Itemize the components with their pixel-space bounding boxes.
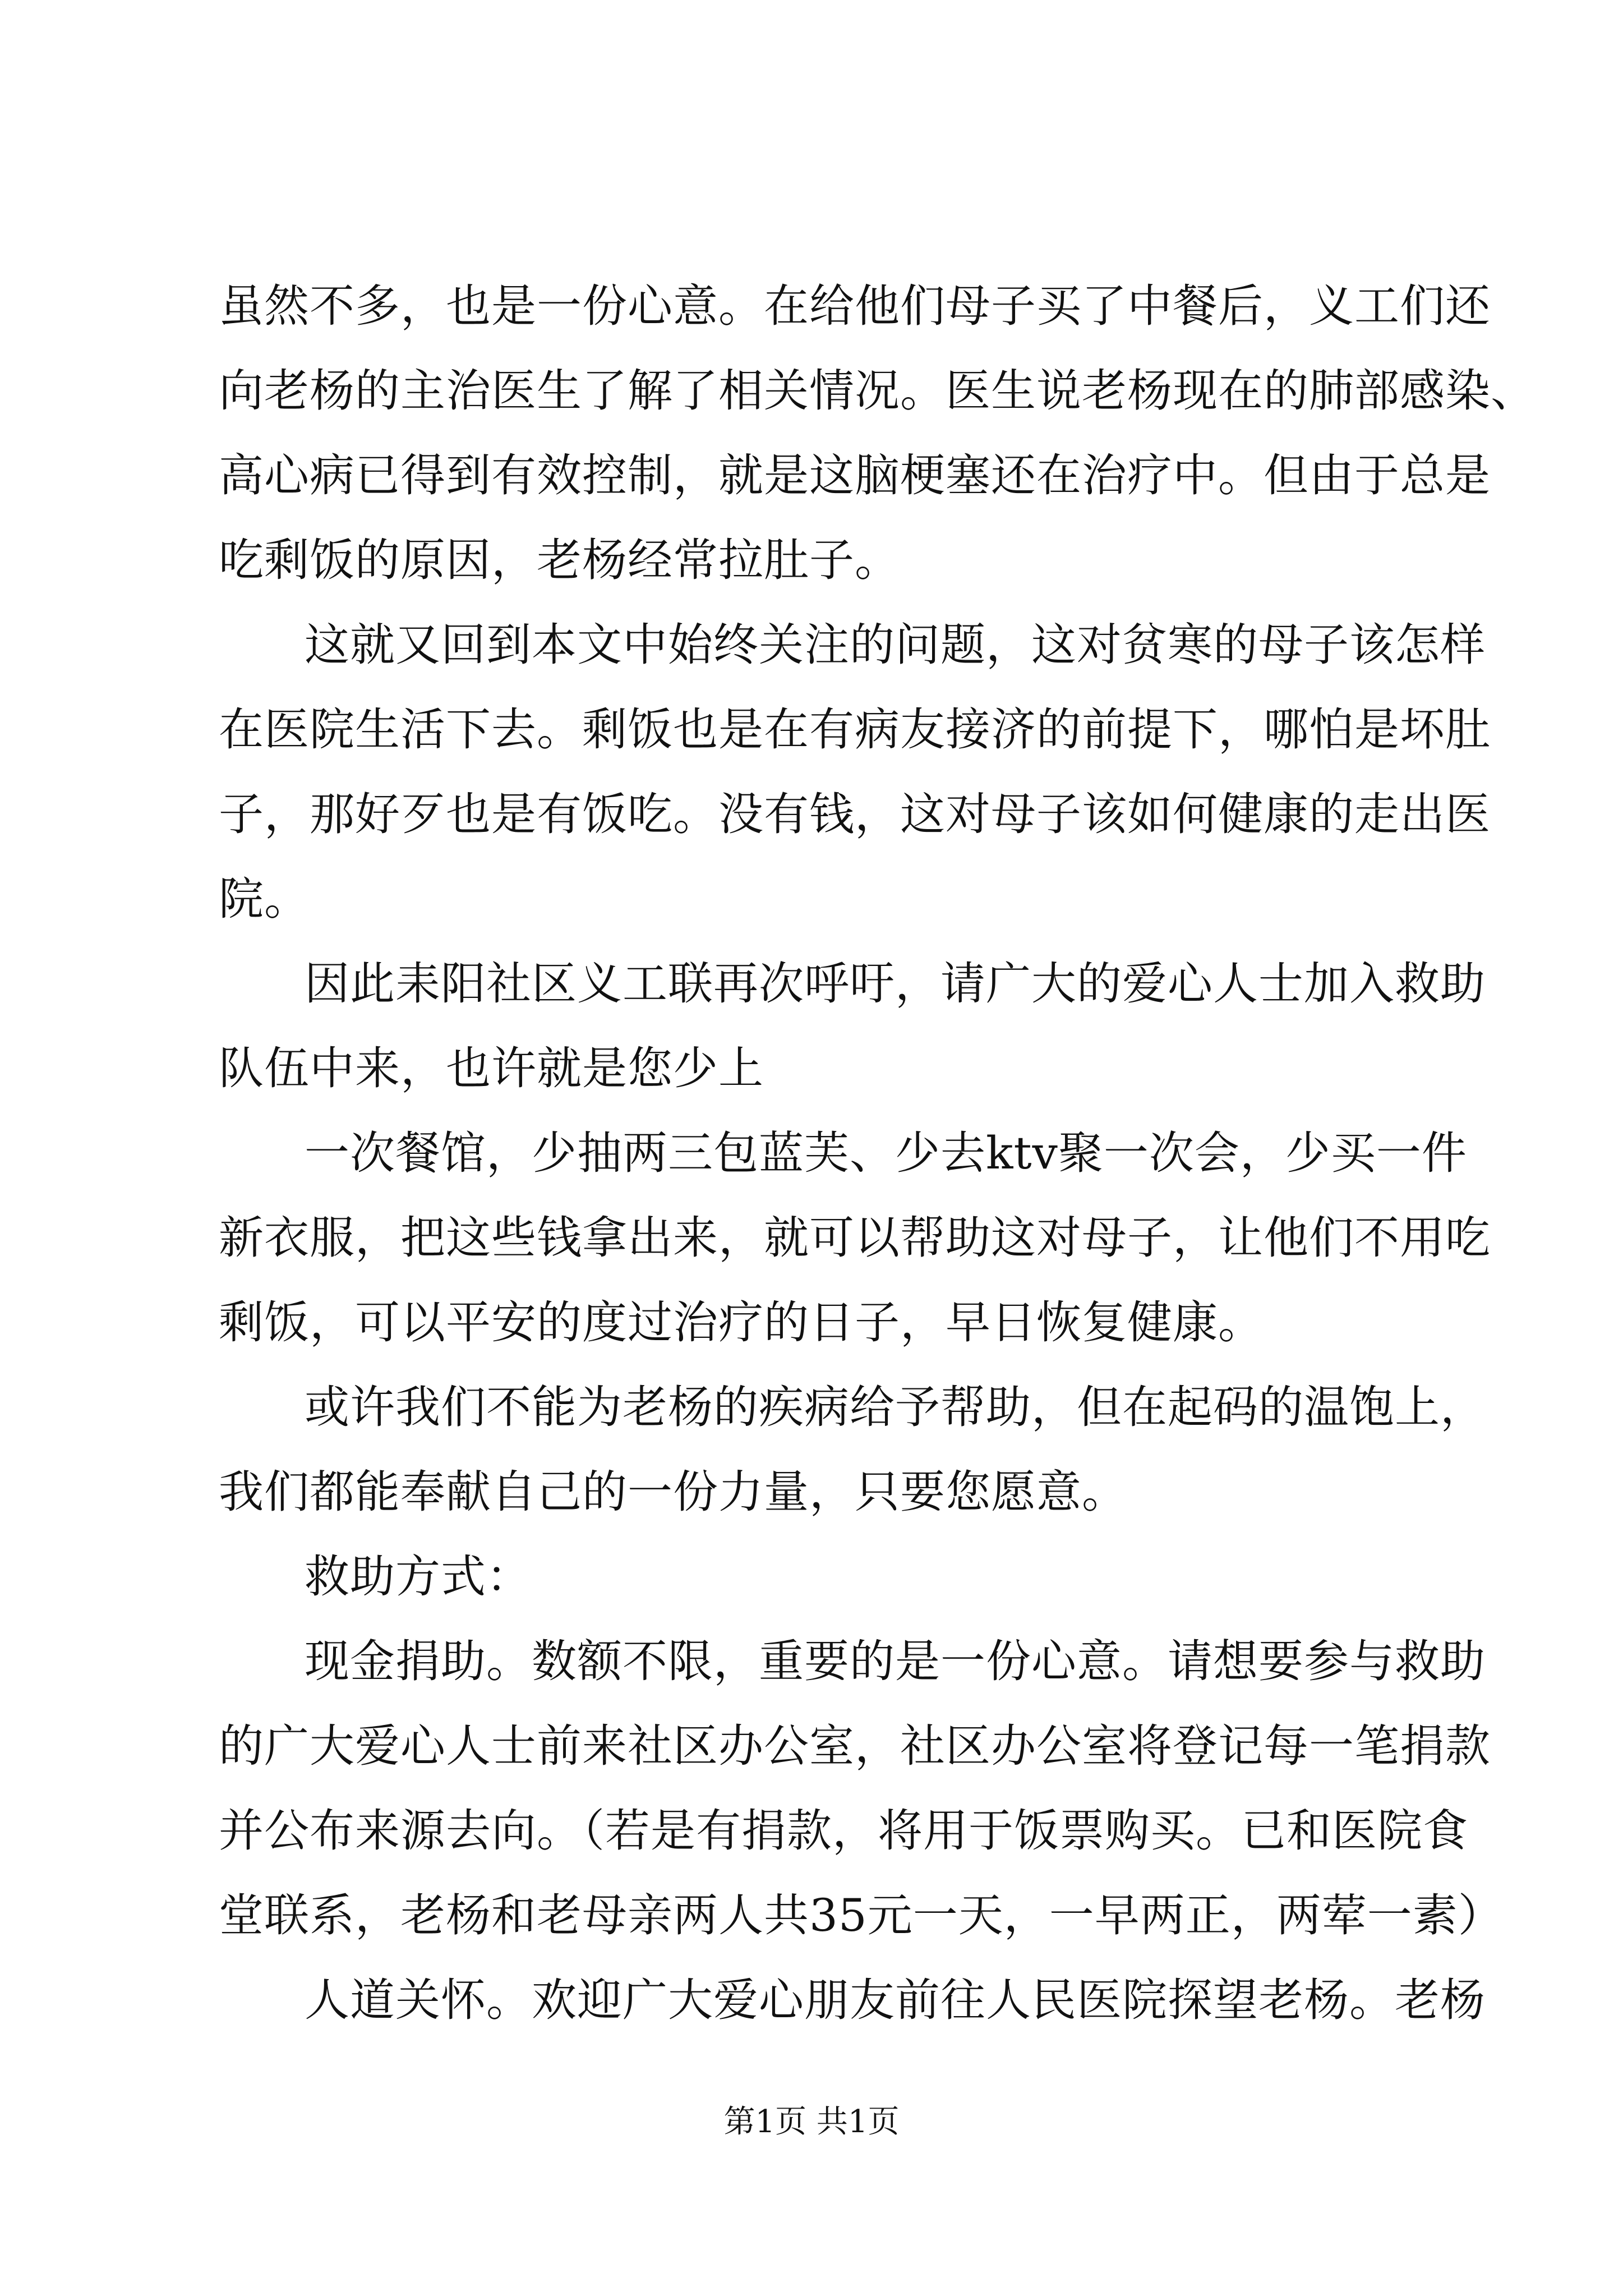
- paragraph-first-line: 一次餐馆，少抽两三包蓝芙、少去ktv聚一次会，少买一件: [305, 1127, 1467, 1179]
- text-line: 新衣服，把这些钱拿出来，就可以帮助这对母子，让他们不用吃: [219, 1212, 1491, 1264]
- paragraph-first-line: 人道关怀。欢迎广大爱心朋友前往人民医院探望老杨。老杨: [305, 1974, 1486, 2026]
- text-line: 堂联系，老杨和老母亲两人共35元一天，一早两正，两荤一素）: [219, 1889, 1504, 1941]
- paragraph-first-line: 因此耒阳社区义工联再次呼吁，请广大的爱心人士加入救助: [305, 958, 1486, 1010]
- text-line: 我们都能奉献自己的一份力量，只要您愿意。: [219, 1466, 1127, 1518]
- paragraph-first-line: 现金捐助。数额不限，重要的是一份心意。请想要参与救助: [305, 1635, 1486, 1687]
- text-line: 的广大爱心人士前来社区办公室，社区办公室将登记每一笔捐款: [219, 1720, 1491, 1772]
- text-line: 剩饭，可以平安的度过治疗的日子，早日恢复健康。: [219, 1296, 1264, 1349]
- section-heading: 救助方式：: [305, 1550, 532, 1603]
- page-footer: 第1页 共1页: [723, 2104, 900, 2140]
- paragraph-first-line: 或许我们不能为老杨的疾病给予帮助，但在起码的温饱上，: [305, 1381, 1486, 1433]
- text-line: 子，那好歹也是有饭吃。没有钱，这对母子该如何健康的走出医: [219, 788, 1491, 840]
- text-line: 向老杨的主治医生了解了相关情况。医生说老杨现在的肺部感染、: [219, 365, 1536, 417]
- text-line: 高心病已得到有效控制，就是这脑梗塞还在治疗中。但由于总是: [219, 449, 1491, 501]
- text-line: 并公布来源去向。（若是有捐款，将用于饭票购买。已和医院食: [219, 1805, 1468, 1857]
- text-line: 虽然不多，也是一份心意。在给他们母子买了中餐后，义工们还: [219, 280, 1491, 332]
- text-line: 队伍中来，也许就是您少上: [219, 1042, 764, 1094]
- text-line: 在医院生活下去。剩饭也是在有病友接济的前提下，哪怕是坏肚: [219, 703, 1491, 756]
- text-line: 院。: [219, 873, 310, 925]
- paragraph-first-line: 这就又回到本文中始终关注的问题，这对贫寒的母子该怎样: [305, 619, 1486, 671]
- text-line: 吃剩饭的原因，老杨经常拉肚子。: [219, 534, 900, 586]
